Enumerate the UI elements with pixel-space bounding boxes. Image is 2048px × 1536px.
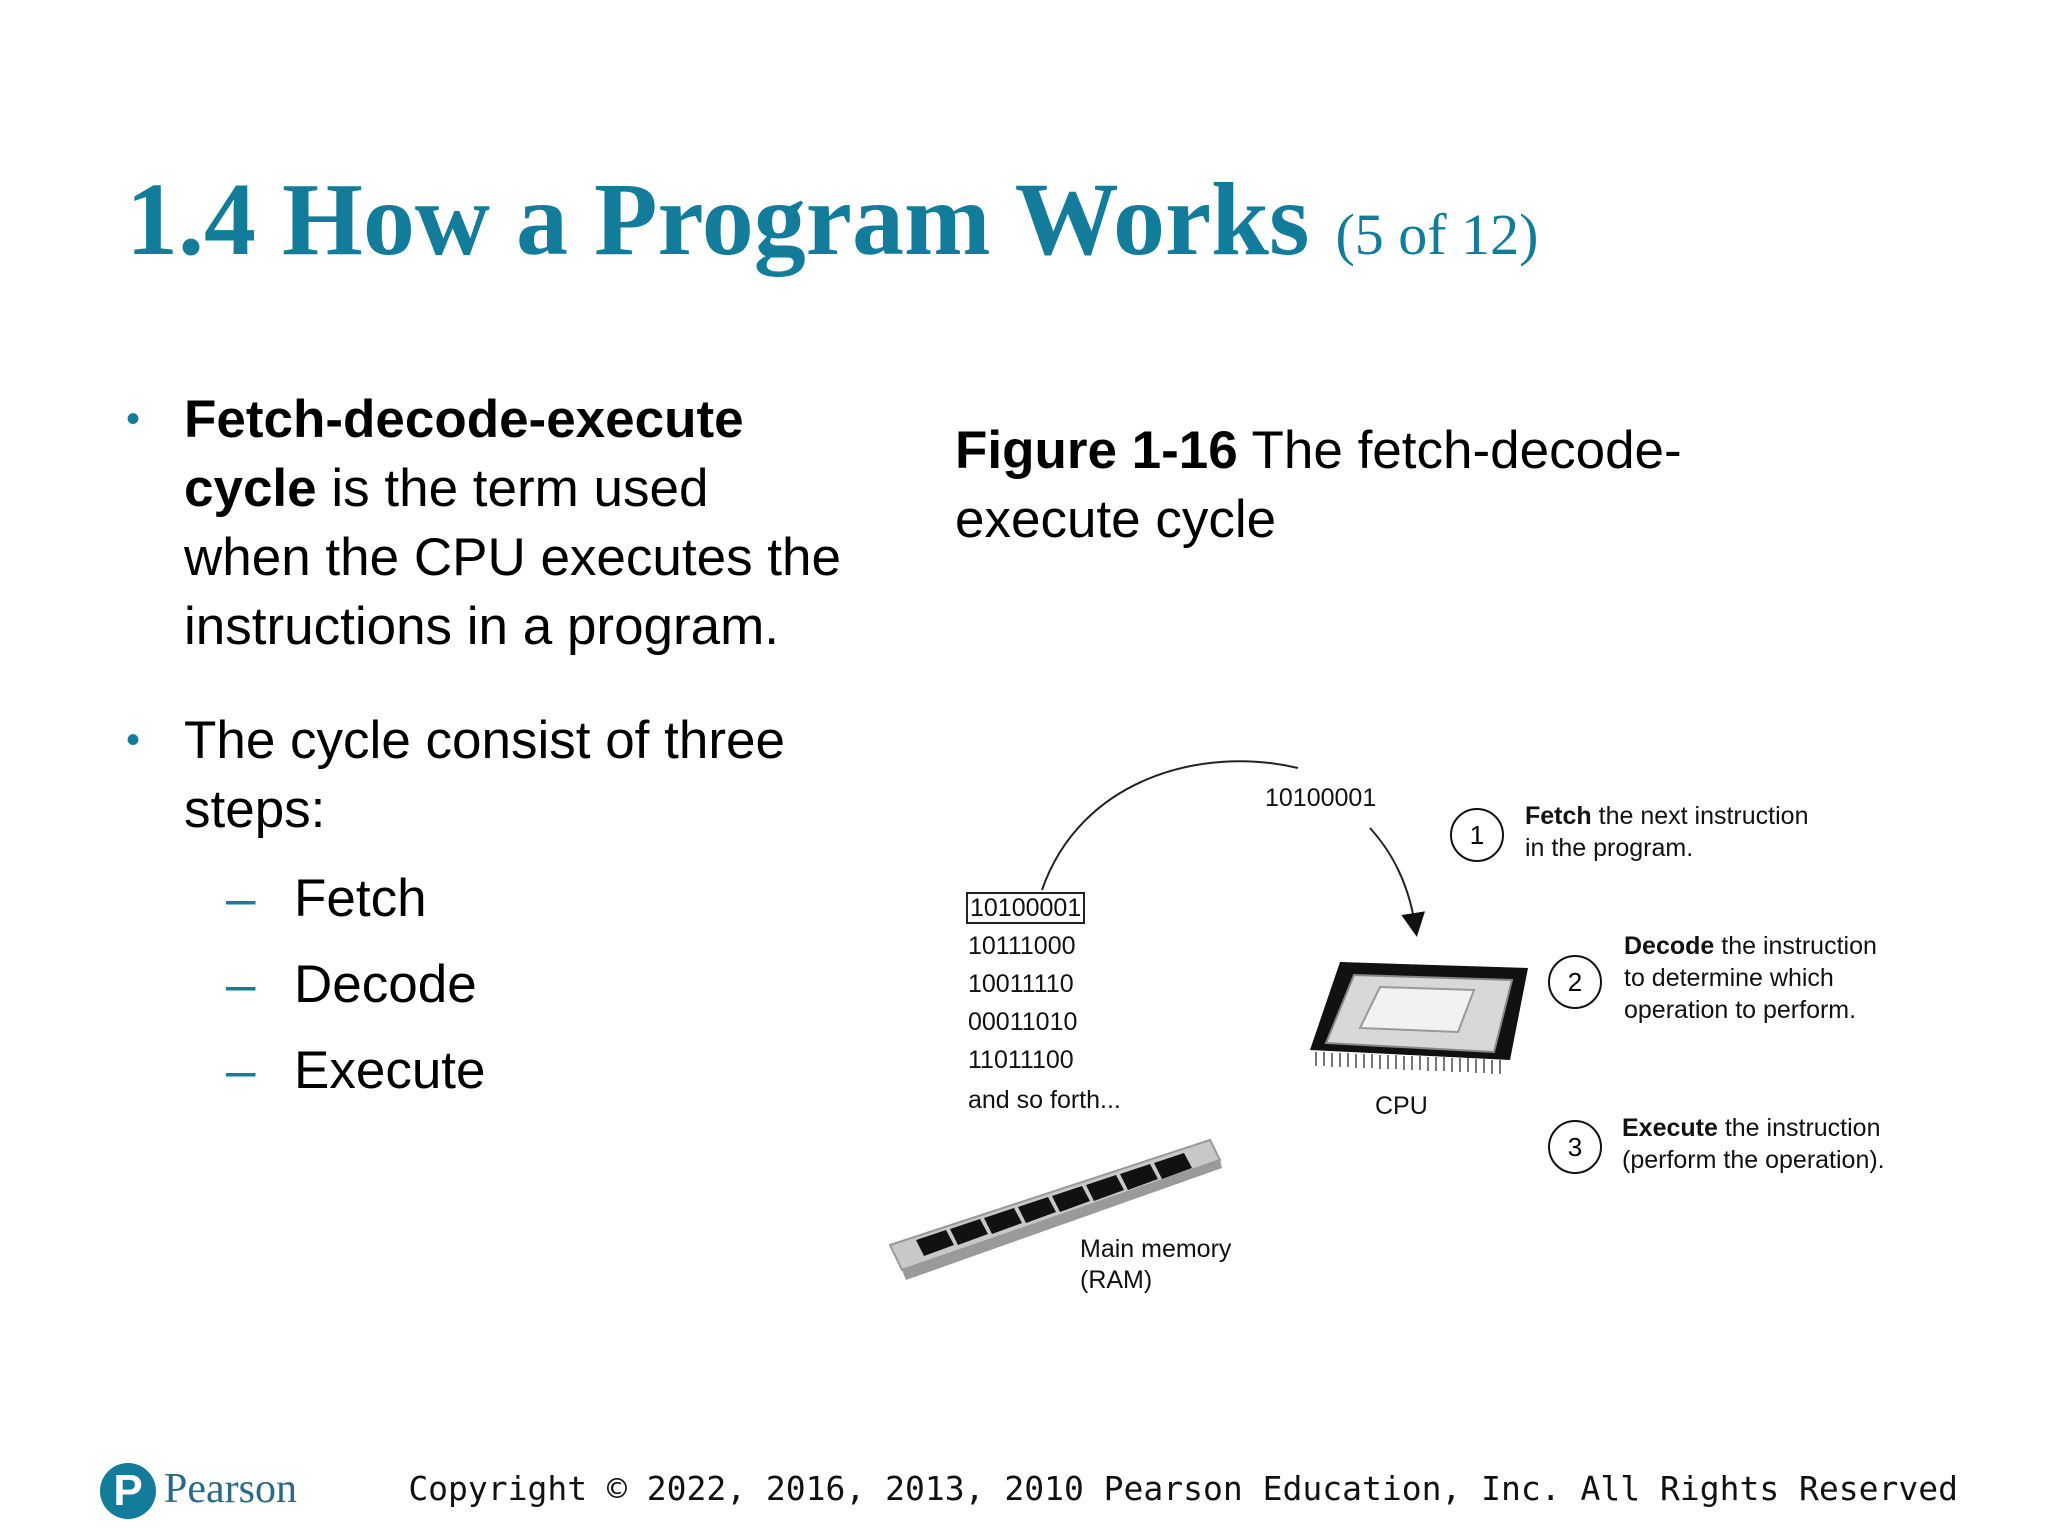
dash-icon: – xyxy=(226,1041,256,1100)
fetched-word-label: 10100001 xyxy=(1265,784,1377,812)
dash-icon: – xyxy=(226,955,256,1014)
fetched-word-box: 10100001 xyxy=(966,892,1085,924)
dash-icon: – xyxy=(226,869,256,928)
sub-bullet-item xyxy=(126,1028,846,1114)
title-main: 1.4 How a Program Works xyxy=(126,162,1310,277)
title-sub: (5 of 12) xyxy=(1335,202,1539,267)
memory-word xyxy=(966,892,1085,924)
sub-bullet-text: Decode xyxy=(294,955,477,1014)
step-line: operation to perform. xyxy=(1624,996,1857,1024)
pearson-logo-text: Pearson xyxy=(164,1466,297,1512)
slide-title xyxy=(126,160,1538,279)
cpu-label: CPU xyxy=(1375,1092,1428,1120)
memory-word: 11011100 xyxy=(968,1046,1074,1074)
step-text: the instruction xyxy=(1714,932,1877,960)
bullet-item xyxy=(126,706,846,844)
step-line xyxy=(1525,800,1808,832)
step-number-badge: 1 xyxy=(1450,808,1504,862)
step-line xyxy=(1624,930,1877,962)
fetch-arc xyxy=(1042,761,1298,890)
pearson-logo-icon: P xyxy=(100,1463,156,1519)
step-number-badge: 2 xyxy=(1548,955,1602,1009)
bullet-text: is the term used when the CPU executes the instructions in a program. xyxy=(184,459,841,656)
fetch-arrow xyxy=(1370,828,1415,925)
step-verb: Fetch xyxy=(1525,802,1592,830)
step-text: the instruction xyxy=(1717,1114,1881,1142)
memory-more: and so forth... xyxy=(968,1086,1121,1114)
figure-caption xyxy=(955,416,1855,554)
sub-bullet-list xyxy=(126,856,846,1114)
memory-word: 10011110 xyxy=(968,970,1074,998)
step-line: to determine which xyxy=(1624,964,1834,992)
cpu-chip-icon xyxy=(1310,962,1528,1074)
memory-word: 10111000 xyxy=(968,932,1076,960)
sub-bullet-item xyxy=(126,942,846,1028)
bullet-item xyxy=(126,385,846,661)
step-verb: Decode xyxy=(1624,932,1715,960)
sub-bullet-item xyxy=(126,856,846,942)
step-number-badge: 3 xyxy=(1548,1120,1602,1174)
figure-title: The fetch-decode-execute cycle xyxy=(955,421,1682,549)
bullet-dot-icon: • xyxy=(126,718,141,762)
step-text: the next instruction xyxy=(1591,802,1809,830)
step-line: (perform the operation). xyxy=(1622,1146,1885,1174)
bullet-bold-term: Fetch-decode-execute cycle xyxy=(184,390,744,518)
slide-footer xyxy=(0,1455,2048,1525)
memory-word: 00011010 xyxy=(968,1008,1078,1036)
copyright-notice: Copyright © 2022, 2016, 2013, 2010 Pearson Education, Inc. All Rights Reserved xyxy=(408,1469,1958,1508)
bullet-dot-icon: • xyxy=(126,397,141,441)
bullet-text: The cycle consist of three steps: xyxy=(184,711,785,839)
step-verb: Execute xyxy=(1622,1114,1718,1142)
figure-number: Figure 1-16 xyxy=(955,421,1238,480)
fetch-decode-execute-figure xyxy=(880,740,1960,1320)
sub-bullet-text: Execute xyxy=(294,1041,486,1100)
step-line xyxy=(1622,1112,1880,1144)
bullet-list xyxy=(126,385,846,1114)
step-line: in the program. xyxy=(1525,834,1694,862)
sub-bullet-text: Fetch xyxy=(294,869,427,928)
memory-label-line2: (RAM) xyxy=(1080,1266,1153,1294)
memory-label-line1: Main memory xyxy=(1080,1235,1232,1263)
